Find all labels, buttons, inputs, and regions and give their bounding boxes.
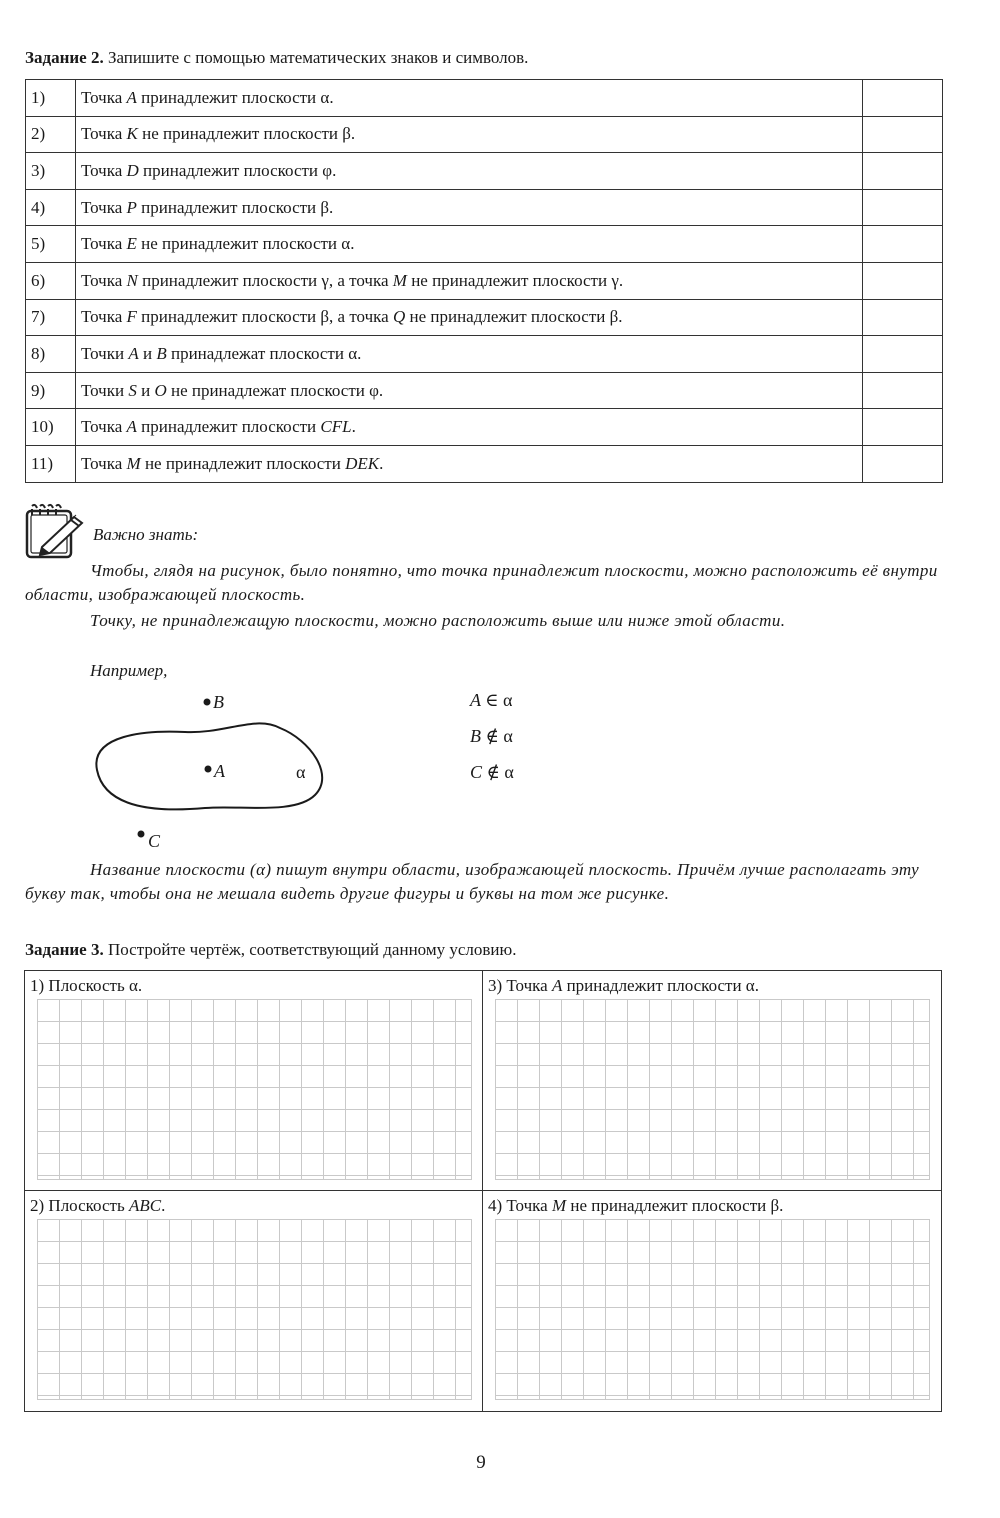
task2-row [26, 262, 943, 299]
task3-title [25, 940, 516, 960]
row-number: 9) [26, 372, 76, 409]
task2-table [25, 79, 943, 483]
task2-row [26, 153, 943, 190]
task2-title [25, 48, 528, 68]
answer-cell[interactable] [863, 445, 943, 482]
task3-text: Постройте чертёж, соответствующий данному условию. [103, 940, 517, 959]
row-statement: Точка D принадлежит плоскости φ. [76, 153, 863, 190]
task2-row [26, 336, 943, 373]
row-number: 7) [26, 299, 76, 336]
answer-cell[interactable] [863, 372, 943, 409]
plane-region [96, 723, 322, 809]
answer-cell[interactable] [863, 226, 943, 263]
info-heading: Важно знать: [93, 525, 199, 544]
cell-4-label: 4) Точка M не принадлежит плоскости β. [488, 1196, 787, 1216]
answer-cell[interactable] [863, 299, 943, 336]
point-b-dot [204, 699, 211, 706]
notebook-pencil-icon [24, 503, 88, 565]
row-statement: Точка A принадлежит плоскости CFL. [76, 409, 863, 446]
task2-row [26, 226, 943, 263]
answer-cell[interactable] [863, 153, 943, 190]
cell-1-label: 1) Плоскость α. [30, 976, 146, 996]
point-c-label: C [148, 831, 161, 851]
row-statement: Точка M не принадлежит плоскости DEK. [76, 445, 863, 482]
drawing-cell-3 [483, 971, 941, 1191]
task3-label: Задание 3. [25, 940, 104, 959]
plane-alpha-label: α [296, 762, 306, 782]
answer-cell[interactable] [863, 189, 943, 226]
task2-row [26, 445, 943, 482]
row-statement: Точка E не принадлежит плоскости α. [76, 226, 863, 263]
point-b-label: B [213, 692, 224, 712]
row-number: 6) [26, 262, 76, 299]
row-statement: Точка K не принадлежит плоскости β. [76, 116, 863, 153]
point-a-label: A [214, 761, 225, 781]
drawing-cell-2 [25, 1191, 483, 1411]
row-statement: Точки A и B принадлежат плоскости α. [76, 336, 863, 373]
grid-paper[interactable] [495, 999, 930, 1180]
drawing-cell-4 [483, 1191, 941, 1411]
row-statement: Точка A принадлежит плоскости α. [76, 80, 863, 117]
example-label: Например, [90, 661, 168, 680]
point-a-dot [205, 766, 212, 773]
drawing-grid-table [24, 970, 942, 1412]
answer-cell[interactable] [863, 336, 943, 373]
info-paragraph-2: Точку, не принадлежащую плоскости, можно расположить выше или ниже этой области. [90, 611, 786, 630]
info-paragraph-3: Название плоскости (α) пишут внутри области, изображающей плоскость. Причём лучше располагать эту букву так, чтобы она не мешала видеть другие фигуры и буквы на том же рисунке. [25, 860, 920, 903]
row-statement: Точка N принадлежит плоскости γ, а точка M не принадлежит плоскости γ. [76, 262, 863, 299]
row-number: 1) [26, 80, 76, 117]
row-statement: Точка F принадлежит плоскости β, а точка Q не принадлежит плоскости β. [76, 299, 863, 336]
answer-cell[interactable] [863, 262, 943, 299]
relation-3: C ∉ α [470, 762, 514, 782]
grid-paper[interactable] [37, 999, 472, 1180]
answer-cell[interactable] [863, 409, 943, 446]
task2-row [26, 116, 943, 153]
row-statement: Точки S и O не принадлежат плоскости φ. [76, 372, 863, 409]
task2-row [26, 189, 943, 226]
drawing-cell-1 [25, 971, 483, 1191]
relation-1: A ∈ α [470, 690, 513, 710]
answer-cell[interactable] [863, 116, 943, 153]
task2-row [26, 80, 943, 117]
task2-row [26, 372, 943, 409]
task2-row [26, 299, 943, 336]
point-c-dot [138, 831, 145, 838]
grid-paper[interactable] [495, 1219, 930, 1400]
relation-2: B ∉ α [470, 726, 513, 746]
task2-label: Задание 2. [25, 48, 104, 67]
page-number: 9 [476, 1452, 486, 1473]
row-number: 4) [26, 189, 76, 226]
row-statement: Точка P принадлежит плоскости β. [76, 189, 863, 226]
row-number: 3) [26, 153, 76, 190]
answer-cell[interactable] [863, 80, 943, 117]
task2-row [26, 409, 943, 446]
row-number: 8) [26, 336, 76, 373]
row-number: 5) [26, 226, 76, 263]
row-number: 2) [26, 116, 76, 153]
grid-paper[interactable] [37, 1219, 472, 1400]
info-paragraph-1: Чтобы, глядя на рисунок, было понятно, что точка принадлежит плоскости, можно расположить её внутри области, изображающей плоскость. [25, 561, 938, 604]
cell-3-label: 3) Точка A принадлежит плоскости α. [488, 976, 763, 996]
cell-2-label: 2) Плоскость ABC. [30, 1196, 169, 1216]
task2-text: Запишите с помощью математических знаков и символов. [103, 48, 529, 67]
row-number: 10) [26, 409, 76, 446]
row-number: 11) [26, 445, 76, 482]
